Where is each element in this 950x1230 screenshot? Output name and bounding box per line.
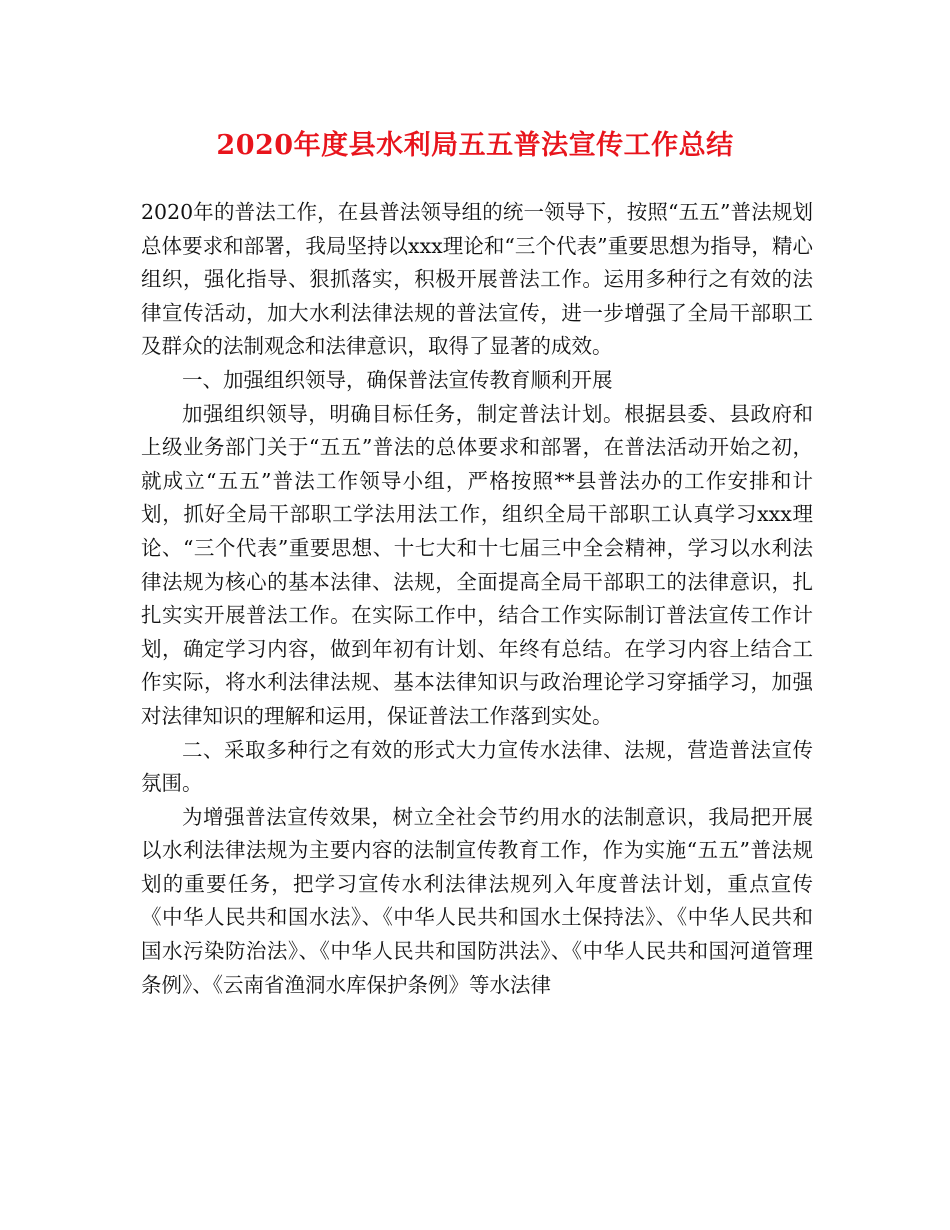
document-body — [141, 196, 813, 1002]
document-title: 2020年度县水利局五五普法宣传工作总结 — [216, 130, 734, 161]
paragraph-section-2: 为增强普法宣传效果，树立全社会节约用水的法制意识，我局把开展以水利法律法规为主要内容的法制宣传教育工作，作为实施“五五”普法规划的重要任务，把学习宣传水利法律法规列入年度普法计划，重点宣传《中华人民共和国水法》、《中华人民共和国水土保持法》、《中华人民共和国水污染防治法》、《中华人民共和国防洪法》、《中华人民共和国河道管理条例》、《云南省渔洞水库保护条例》等水法律 — [141, 804, 813, 997]
paragraph-intro: 2020年的普法工作，在县普法领导组的统一领导下，按照“五五”普法规划总体要求和部署，我局坚持以xxx理论和“三个代表”重要思想为指导，精心组织，强化指导、狠抓落实，积极开展普法工作。运用多种行之有效的法律宣传活动，加大水利法律法规的普法宣传，进一步增强了全局干部职工及群众的法制观念和法律意识，取得了显著的成效。 — [141, 200, 813, 359]
section-heading-2: 二、采取多种行之有效的形式大力宣传水法律、法规，营造普法宣传氛围。 — [141, 737, 813, 796]
paragraph-section-1: 加强组织领导，明确目标任务，制定普法计划。根据县委、县政府和上级业务部门关于“五五”普法的总体要求和部署，在普法活动开始之初，就成立“五五”普法工作领导小组，严格按照**县普法办的工作安排和计划，抓好全局干部职工学法用法工作，组织全局干部职工认真学习xxx理论、“三个代表”重要思想、十七大和十七届三中全会精神，学习以水利法律法规为核心的基本法律、法规，全面提高全局干部职工的法律意识，扎扎实实开展普法工作。在实际工作中，结合工作实际制订普法宣传工作计划，确定学习内容，做到年初有计划、年终有总结。在学习内容上结合工作实际，将水利法律法规、基本法律知识与政治理论学习穿插学习，加强对法律知识的理解和运用，保证普法工作落到实处。 — [141, 401, 813, 728]
section-heading-1: 一、加强组织领导，确保普法宣传教育顺利开展 — [182, 367, 613, 392]
